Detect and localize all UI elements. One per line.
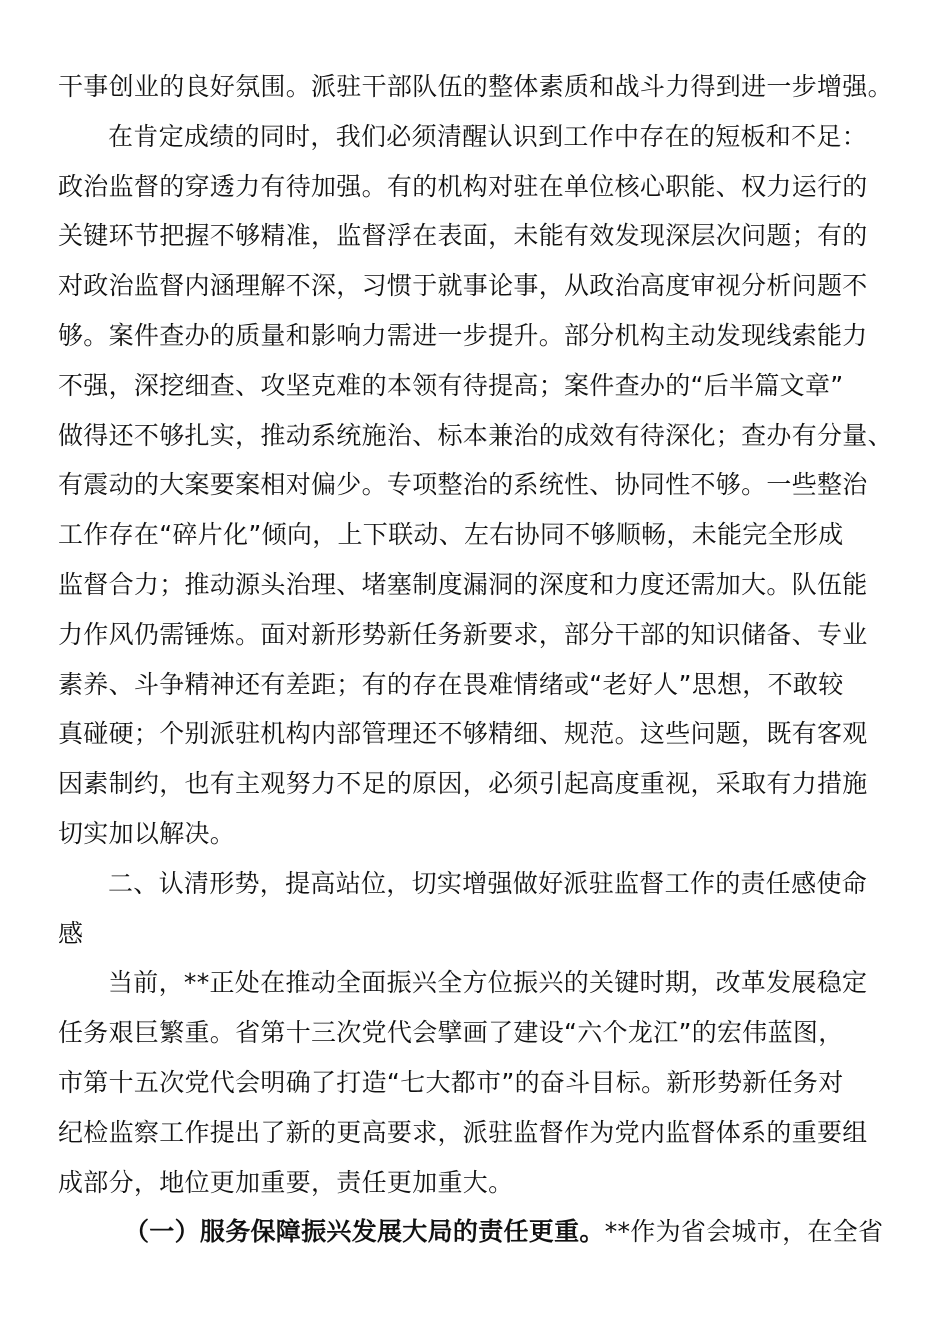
section-heading-continuation: 感: [58, 918, 84, 948]
paragraph-line: 素养、斗争精神还有差距；有的存在畏难情绪或“老好人”思想，不敢较: [58, 669, 844, 699]
paragraph-line: 在肯定成绩的同时，我们必须清醒认识到工作中存在的短板和不足：: [108, 121, 868, 151]
subheading-line: [58, 1207, 884, 1257]
paragraph-line: 对政治监督内涵理解不深，习惯于就事论事，从政治高度审视分析问题不: [58, 271, 868, 301]
paragraph-line: 政治监督的穿透力有待加强。有的机构对驻在单位核心职能、权力运行的: [58, 171, 868, 201]
document-body: [58, 62, 893, 1257]
paragraph-line: 干事创业的良好氛围。派驻干部队伍的整体素质和战斗力得到进一步增强。: [58, 72, 893, 101]
paragraph-line: 因素制约，也有主观努力不足的原因，必须引起高度重视，采取有力措施: [58, 769, 868, 799]
paragraph-line: 任务艰巨繁重。省第十三次党代会擘画了建设“六个龙江”的宏伟蓝图，: [58, 1018, 844, 1048]
paragraph-line: 有震动的大案要案相对偏少。专项整治的系统性、协同性不够。一些整治: [58, 470, 868, 500]
paragraph-line: 切实加以解决。: [58, 818, 236, 848]
paragraph-line: 真碰硬；个别派驻机构内部管理还不够精细、规范。这些问题，既有客观: [58, 719, 868, 749]
paragraph-line: 监督合力；推动源头治理、堵塞制度漏洞的深度和力度还需加大。队伍能: [58, 569, 868, 599]
paragraph-line: 不强，深挖细查、攻坚克难的本领有待提高；案件查办的“后半篇文章”: [58, 370, 844, 400]
paragraph-line: 够。案件查办的质量和影响力需进一步提升。部分机构主动发现线索能力: [58, 320, 868, 350]
section-heading: 二、认清形势，提高站位，切实增强做好派驻监督工作的责任感使命: [108, 868, 868, 898]
paragraph-line: 力作风仍需锤炼。面对新形势新任务新要求，部分干部的知识储备、专业: [58, 619, 868, 649]
paragraph-line: 成部分，地位更加重要，责任更加重大。: [58, 1167, 514, 1197]
paragraph-line: 纪检监察工作提出了新的更高要求，派驻监督作为党内监督体系的重要组: [58, 1117, 868, 1147]
paragraph-line: 当前，**正处在推动全面振兴全方位振兴的关键时期，改革发展稳定: [108, 968, 868, 998]
paragraph-line: 做得还不够扎实，推动系统施治、标本兼治的成效有待深化；查办有分量、: [58, 420, 893, 450]
paragraph-line: 关键环节把握不够精准，监督浮在表面，未能有效发现深层次问题；有的: [58, 221, 868, 251]
bold-subheading: （一）服务保障振兴发展大局的责任更重。: [124, 1217, 605, 1247]
subheading-tail: **作为省会城市，在全省: [604, 1217, 884, 1247]
paragraph-line: 市第十五次党代会明确了打造“七大都市”的奋斗目标。新形势新任务对: [58, 1067, 844, 1097]
paragraph-line: 工作存在“碎片化”倾向，上下联动、左右协同不够顺畅，未能完全形成: [58, 520, 844, 550]
